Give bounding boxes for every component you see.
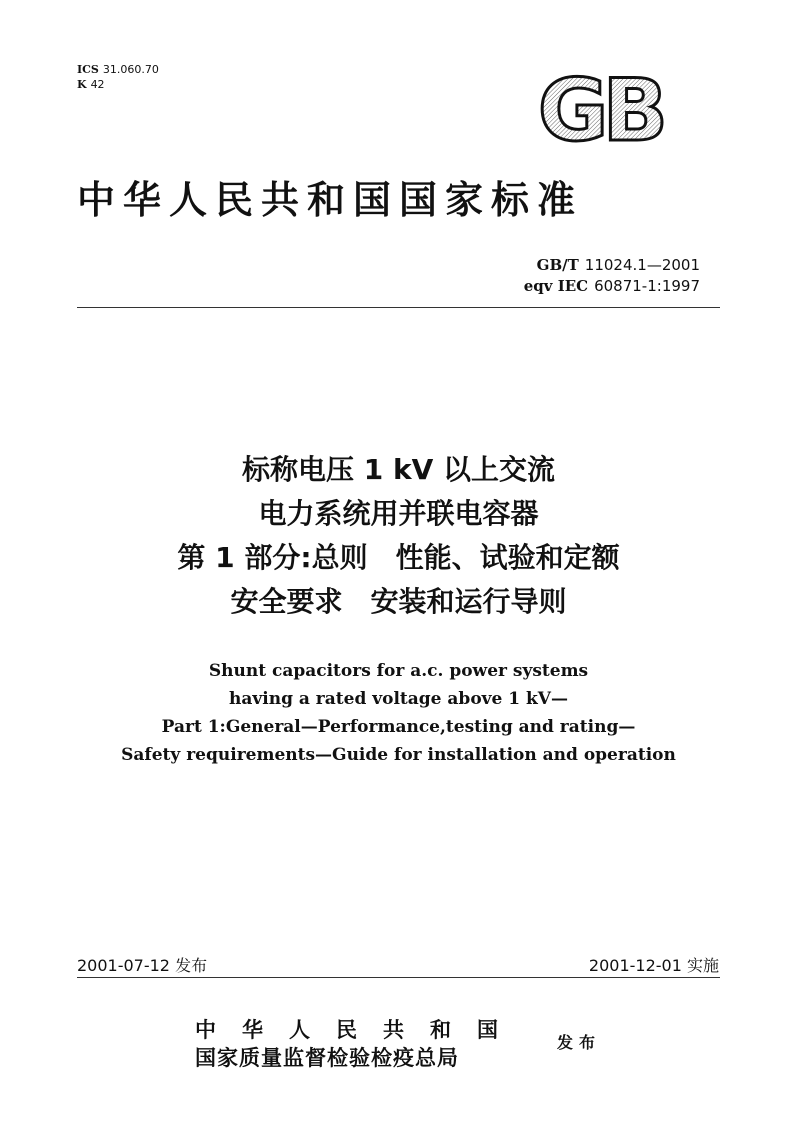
gb-code-number: 11024.1—2001 bbox=[584, 256, 700, 274]
eqv-code-label: eqv IEC bbox=[523, 277, 589, 295]
eqv-code-line bbox=[524, 276, 700, 297]
standard-codes bbox=[524, 255, 700, 297]
cn-title-line-4: 安全要求 安装和运行导则 bbox=[230, 585, 567, 618]
k-line bbox=[77, 77, 159, 92]
issuer-line-2: 国家质量监督检验检疫总局 bbox=[195, 1045, 459, 1070]
gb-code-line bbox=[524, 255, 700, 276]
en-title-line-3: Part 1:General—Performance,testing and rating— bbox=[161, 717, 636, 737]
gb-code-label: GB/T bbox=[536, 256, 579, 274]
en-title-line-2: having a rated voltage above 1 kV— bbox=[229, 689, 568, 709]
standard-category-title: 中华人民共和国国家标准 bbox=[77, 177, 584, 222]
issuer-line-1: 中华人民共和国 bbox=[195, 1017, 524, 1042]
english-document-title bbox=[77, 657, 720, 769]
gb-logo-text: GB bbox=[537, 74, 663, 150]
en-title-line-1: Shunt capacitors for a.c. power systems bbox=[208, 661, 589, 681]
en-title-line-4: Safety requirements—Guide for installation and operation bbox=[121, 745, 676, 765]
k-label: K bbox=[77, 78, 87, 91]
gb-logo bbox=[530, 74, 670, 150]
bottom-divider bbox=[77, 977, 720, 978]
issuer-action: 发布 bbox=[557, 1033, 602, 1052]
cn-title-line-3: 第 1 部分:总则 性能、试验和定额 bbox=[177, 541, 620, 574]
k-code: 42 bbox=[90, 78, 105, 91]
ics-label: ICS bbox=[77, 63, 99, 76]
eqv-code-number: 60871-1:1997 bbox=[594, 277, 700, 295]
ics-code: 31.060.70 bbox=[102, 63, 159, 76]
top-divider bbox=[77, 307, 720, 308]
cn-title-line-1: 标称电压 1 kV 以上交流 bbox=[241, 453, 556, 486]
issue-date: 2001-07-12 发布 bbox=[77, 956, 208, 975]
chinese-document-title bbox=[77, 448, 720, 624]
cn-title-line-2: 电力系统用并联电容器 bbox=[258, 497, 539, 530]
issuing-authority bbox=[195, 1016, 524, 1072]
implementation-date: 2001-12-01 实施 bbox=[588, 956, 719, 975]
classification-codes bbox=[77, 62, 159, 92]
ics-line bbox=[77, 62, 159, 77]
